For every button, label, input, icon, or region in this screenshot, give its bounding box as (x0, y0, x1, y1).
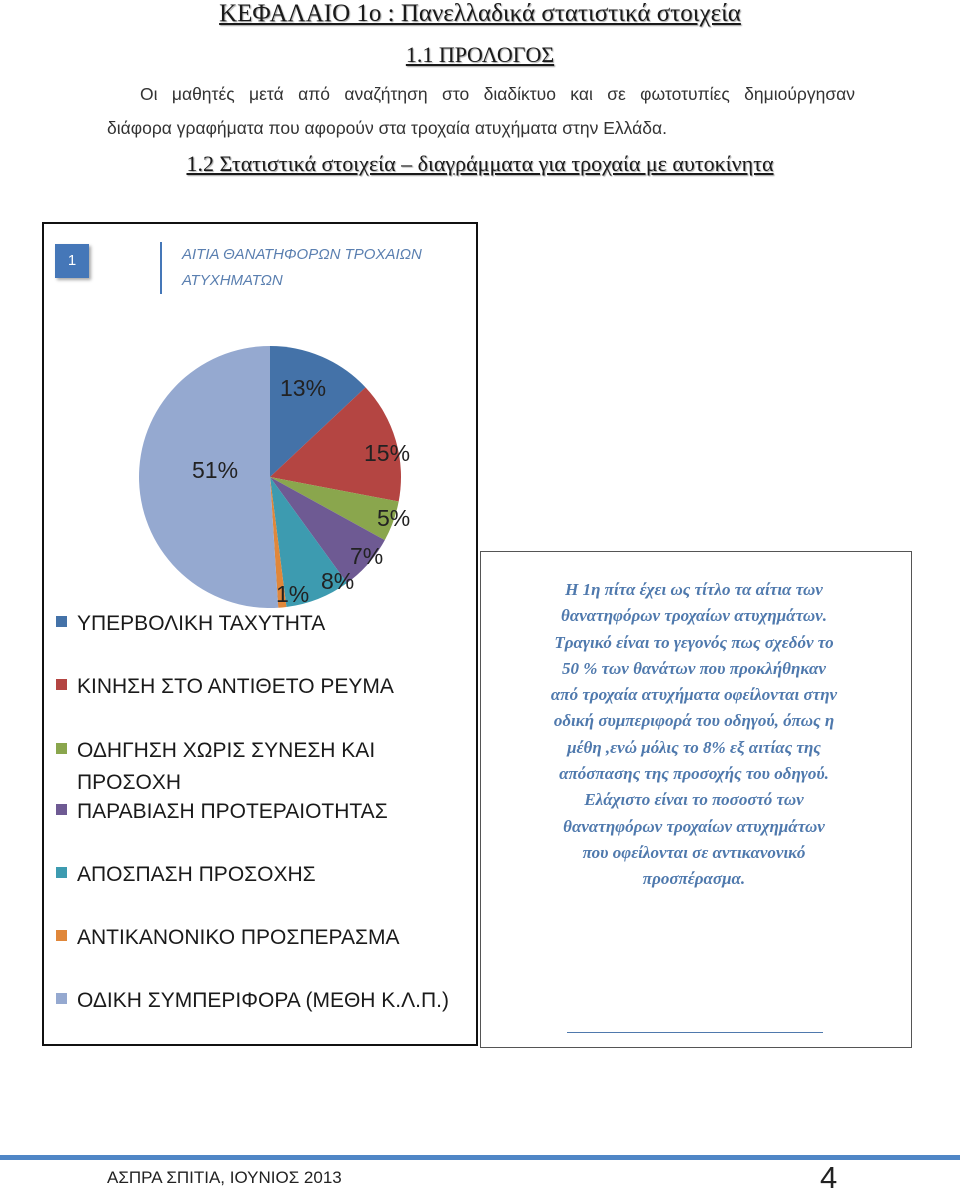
chart-number-badge: 1 (55, 244, 89, 278)
commentary-box (480, 551, 912, 1048)
legend-swatch (56, 930, 67, 941)
chart-title: ΑΙΤΙΑ ΘΑΝΑΤΗΦΟΡΩΝ ΤΡΟΧΑΙΩΝ ΑΤΥΧΗΜΑΤΩΝ (182, 246, 422, 289)
legend-swatch (56, 804, 67, 815)
pie-data-label: 5% (377, 505, 411, 531)
legend-label: ΑΝΤΙΚΑΝΟΝΙΚΟ ΠΡΟΣΠΕΡΑΣΜΑ (77, 926, 400, 949)
legend-swatch (56, 993, 67, 1004)
commentary-underline (567, 1032, 823, 1033)
legend-label: ΥΠΕΡΒΟΛΙΚΗ ΤΑΧΥΤΗΤΑ (77, 612, 326, 635)
pie-data-label: 15% (364, 440, 411, 466)
commentary-text: Η 1η πίτα έχει ως τίτλο τα αίτια των θανατηφόρων τροχαίων ατυχημάτων. Τραγικό είναι το γεγονός πως σχεδόν το 50 % των θανάτων που προκλήθηκαν από τροχαία ατυχήματα οφείλονται στην οδική συμπεριφορά του οδηγού, όπως η μέθη ,ενώ μόλις το 8% εξ αιτίας της απόσπασης της προσοχής του οδηγού. Ελάχιστο είναι το ποσοστό των θανατηφόρων τροχαίων ατυχημάτων που οφείλονται σε αντικανονικό προσπέρασμα. (550, 580, 838, 889)
intro-paragraph-line-2: διάφορα γραφήματα που αφορούν στα τροχαία ατυχήματα στην Ελλάδα. (107, 118, 668, 138)
legend-label: ΟΔΙΚΗ ΣΥΜΠΕΡΙΦΟΡΑ (ΜΕΘΗ Κ.Λ.Π.) (77, 989, 450, 1012)
legend-swatch (56, 616, 67, 627)
legend-swatch (56, 743, 67, 754)
pie-data-label: 1% (276, 581, 310, 607)
pie-data-label: 13% (280, 375, 327, 401)
intro-paragraph-line-1: Οι μαθητές μετά από αναζήτηση στο διαδίκτυο και σε φωτοτυπίες δημιούργησαν (140, 84, 855, 104)
pie-data-label: 7% (350, 543, 384, 569)
legend-swatch (56, 867, 67, 878)
legend-label: ΚΙΝΗΣΗ ΣΤΟ ΑΝΤΙΘΕΤΟ ΡΕΥΜΑ (77, 675, 394, 698)
legend-label: ΟΔΗΓΗΣΗ ΧΩΡΙΣ ΣΥΝΕΣΗ ΚΑΙ ΠΡΟΣΟΧΗ (77, 739, 376, 794)
page-number: 4 (820, 1160, 838, 1195)
pie-data-label: 51% (192, 457, 239, 483)
chapter-title: ΚΕΦΑΛΑΙΟ 1ο : Πανελλαδικά στατιστικά στοιχεία (219, 0, 741, 27)
section-heading-statistics: 1.2 Στατιστικά στοιχεία – διαγράμματα για τροχαία με αυτοκίνητα (186, 151, 774, 176)
pie-chart-frame (42, 222, 478, 1046)
legend-label: ΠΑΡΑΒΙΑΣΗ ΠΡΟΤΕΡΑΙΟΤΗΤΑΣ (77, 800, 388, 823)
pie-data-label: 8% (321, 568, 355, 594)
legend-label: ΑΠΟΣΠΑΣΗ ΠΡΟΣΟΧΗΣ (77, 863, 316, 886)
footer-text: ΑΣΠΡΑ ΣΠΙΤΙΑ, ΙΟΥΝΙΟΣ 2013 (107, 1168, 342, 1187)
section-heading-prologue: 1.1 ΠΡΟΛΟΓΟΣ (405, 42, 555, 67)
legend-swatch (56, 679, 67, 690)
footer-rule (0, 1155, 960, 1160)
